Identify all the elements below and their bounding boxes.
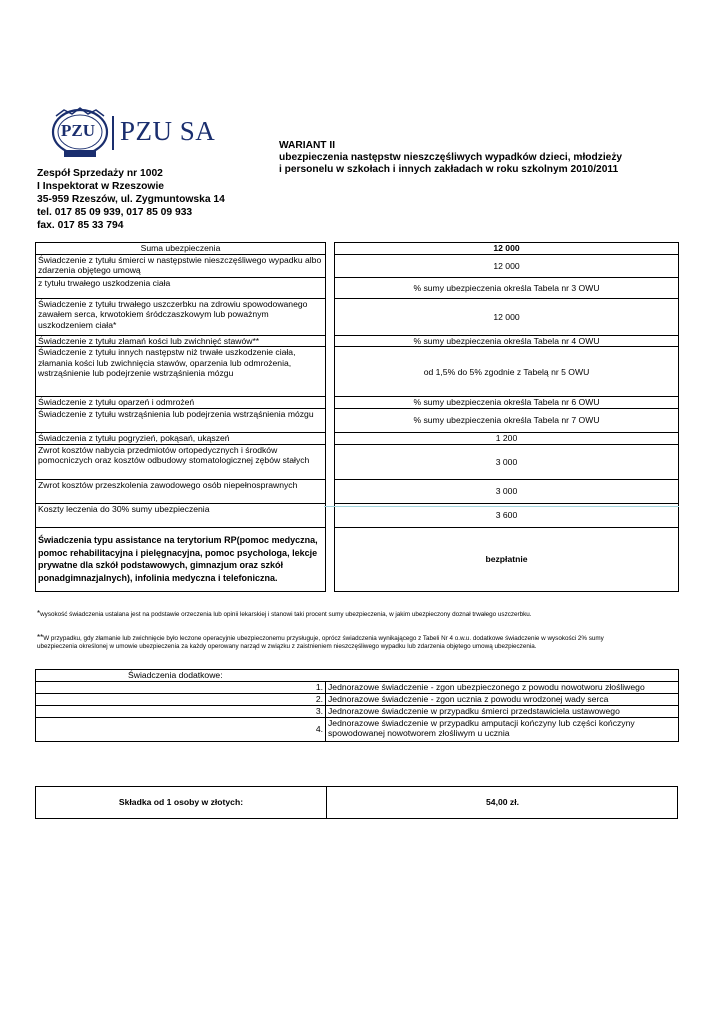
divider-line [324, 506, 679, 507]
variant-description-1: ubezpieczenia następstw nieszczęśliwych wypadków dzieci, młodzieży [279, 152, 623, 163]
benefit-value: 1 200 [335, 432, 679, 444]
benefit-value: % sumy ubezpieczenia określa Tabela nr 4 OWU [335, 336, 679, 347]
table-row [36, 408, 679, 432]
benefit-label: Świadczenie z tytułu złamań kości lub zwichnięć stawów** [36, 336, 326, 347]
address-line: tel. 017 85 09 939, 017 85 09 933 [37, 207, 193, 218]
premium-label: Składka od 1 osoby w złotych: [36, 787, 327, 818]
benefit-value: od 1,5% do 5% zgodnie z Tabelą nr 5 OWU [335, 347, 679, 397]
table-row [36, 670, 679, 682]
table-row [36, 706, 679, 718]
address-line: I Inspektorat w Rzeszowie [37, 181, 165, 192]
additional-item-label: Jednorazowe świadczenie - zgon ubezpieczonego z powodu nowotworu złośliwego [326, 682, 679, 694]
premium-box [35, 786, 678, 819]
benefit-label: Świadczenie z tytułu wstrząśnienia lub podejrzenia wstrząśnienia mózgu [36, 408, 326, 432]
benefit-value: % sumy ubezpieczenia określa Tabela nr 3 OWU [335, 278, 679, 299]
benefit-value: 12 000 [335, 255, 679, 278]
footnote-2 [37, 634, 637, 651]
benefit-label: Świadczenia z tytułu pogryzień, pokąsań, ukąszeń [36, 432, 326, 444]
table-row [36, 432, 679, 444]
benefit-label: Świadczenie z tytułu trwałego uszczerbku na zdrowiu spowodowanego zawałem serca, krwotokiem śródczaszkowym lub poważnym uszkodzeniem ciała* [36, 299, 326, 336]
footnote-marker: * [37, 609, 41, 618]
item-number: 4. [36, 718, 326, 742]
benefit-value: bezpłatnie [335, 527, 679, 591]
item-number: 2. [36, 694, 326, 706]
benefit-label: z tytułu trwałego uszkodzenia ciała [36, 278, 326, 299]
variant-description-2: i personelu w szkołach i innych zakładach w roku szkolnym 2010/2011 [279, 164, 619, 175]
table-row [36, 299, 679, 336]
benefit-value: 12 000 [335, 299, 679, 336]
table-row [36, 718, 679, 742]
benefit-value: 3 000 [335, 479, 679, 503]
benefit-label: Zwrot kosztów nabycia przedmiotów ortopedycznych i środków pomocniczych oraz kosztów odbudowy stomatologicznej zębów stałych [36, 444, 326, 479]
table-row [36, 444, 679, 479]
table-row [36, 694, 679, 706]
variant-title: WARIANT II [279, 140, 336, 151]
table-row [36, 682, 679, 694]
footnote-1 [37, 610, 677, 619]
premium-amount: 54,00 zł. [486, 797, 519, 807]
table-row [36, 397, 679, 408]
benefit-label: Zwrot kosztów przeszkolenia zawodowego osób niepełnosprawnych [36, 479, 326, 503]
additional-benefits-table [35, 669, 679, 742]
benefit-value: 3 000 [335, 444, 679, 479]
benefit-value: % sumy ubezpieczenia określa Tabela nr 6 OWU [335, 397, 679, 408]
table-row [36, 527, 679, 591]
table-row [36, 479, 679, 503]
benefit-label: Świadczenia typu assistance na terytorium RP(pomoc medyczna, pomoc rehabilitacyjna i pielęgnacyjna, pomoc psychologa, lekcje prywatne dla szkół podstawowych, gimnazjum oraz szkół ponadgimnazjalnych), infolinia medyczna i telefoniczna. [36, 527, 326, 591]
item-number: 3. [36, 706, 326, 718]
table-row [36, 278, 679, 299]
footnote-text: W przypadku, gdy złamanie lub zwichnięcie było leczone operacyjnie ubezpieczonemu przysługuje, oprócz świadczenia wynikającego z Tabeli Nr 4 o.w.u. dodatkowe świadczenie w wysokości 2% sumy ubezpieczenia określonej w umowie ubezpieczenia za każdy operowany narząd w związku z zaistnieniem nieszczęśliwego wypadku lub zdarzenia objętego umową ubezpieczenia. [37, 635, 604, 650]
item-number: 1. [36, 682, 326, 694]
benefits-table [35, 242, 679, 592]
additional-item-label: Jednorazowe świadczenie w przypadku śmierci przedstawiciela ustawowego [326, 706, 679, 718]
additional-item-label: Jednorazowe świadczenie w przypadku amputacji kończyny lub części kończyny spowodowanej nowotworem złośliwym u ucznia [326, 718, 679, 742]
pzu-logo [50, 106, 225, 162]
benefit-label: Świadczenie z tytułu oparzeń i odmrożeń [36, 397, 326, 408]
benefit-value: % sumy ubezpieczenia określa Tabela nr 7 OWU [335, 408, 679, 432]
footnote-marker: ** [37, 633, 44, 642]
address-line: Zespół Sprzedaży nr 1002 [37, 168, 163, 179]
sales-office-address [37, 167, 225, 232]
logo-divider [112, 116, 114, 150]
table-row [36, 255, 679, 278]
sum-insured-label: Suma ubezpieczenia [36, 243, 326, 255]
additional-item-label: Jednorazowe świadczenie - zgon ucznia z powodu wrodzonej wady serca [326, 694, 679, 706]
variant-header [279, 140, 679, 176]
benefit-label: Świadczenie z tytułu śmierci w następstwie nieszczęśliwego wypadku albo zdarzenia objętego umową [36, 255, 326, 278]
table-row [36, 336, 679, 347]
benefit-label: Świadczenie z tytułu innych następstw niż trwałe uszkodzenie ciała, złamania kości lub zwichnięcia stawów, oparzenia lub odmrożenia, wstrząśnienie lub podejrzenie wstrząśnienia mózgu [36, 347, 326, 397]
additional-title: Świadczenia dodatkowe: [36, 670, 679, 682]
benefit-value: 3 600 [335, 503, 679, 527]
pzu-emblem-text: PZU [61, 121, 95, 140]
footnote-text: wysokość świadczenia ustalana jest na podstawie orzeczenia lub opinii lekarskiej i stanowi taki procent sumy ubezpieczenia, w jakim ubezpieczony doznał trwałego uszczerbku. [40, 611, 532, 618]
sum-insured-value: 12 000 [335, 243, 679, 255]
address-line: 35-959 Rzeszów, ul. Zygmuntowska 14 [37, 194, 225, 205]
table-row [36, 243, 679, 255]
table-row [36, 347, 679, 397]
address-line: fax. 017 85 33 794 [37, 220, 124, 231]
benefit-label: Koszty leczenia do 30% sumy ubezpieczenia [36, 503, 326, 527]
brand-name: PZU SA [120, 116, 216, 146]
